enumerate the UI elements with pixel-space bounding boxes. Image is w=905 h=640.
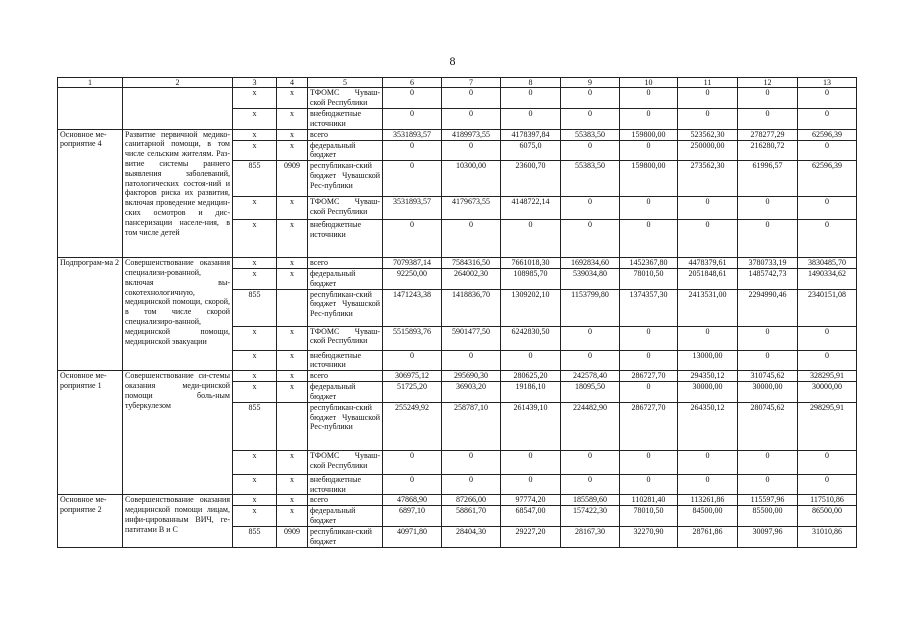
value-cell: 1418836,70 xyxy=(442,289,501,326)
value-cell: 0 xyxy=(798,450,857,474)
section-code-cell: x xyxy=(277,371,308,382)
value-cell: 0 xyxy=(798,220,857,258)
value-cell: 47868,90 xyxy=(383,495,442,506)
value-cell: 0 xyxy=(678,220,738,258)
value-cell: 0 xyxy=(561,197,620,220)
value-cell: 6242830,50 xyxy=(501,326,561,350)
value-cell: 40971,80 xyxy=(383,526,442,547)
value-cell: 2051848,61 xyxy=(678,268,738,289)
value-cell: 19186,10 xyxy=(501,382,561,403)
value-cell: 3830485,70 xyxy=(798,258,857,269)
source-cell: всего xyxy=(308,258,383,269)
source-cell: ТФОМС Чуваш-ской Республики xyxy=(308,197,383,220)
value-cell: 4179673,55 xyxy=(442,197,501,220)
value-cell: 0 xyxy=(798,140,857,161)
source-cell: всего xyxy=(308,129,383,140)
value-cell: 4148722,14 xyxy=(501,197,561,220)
value-cell: 61996,57 xyxy=(738,161,798,197)
value-cell: 286727,70 xyxy=(620,371,678,382)
value-cell: 55383,50 xyxy=(561,129,620,140)
grbs-code-cell: x xyxy=(233,220,277,258)
value-cell: 113261,86 xyxy=(678,495,738,506)
value-cell: 32270,90 xyxy=(620,526,678,547)
description-cell xyxy=(123,88,233,130)
value-cell: 0 xyxy=(383,474,442,495)
value-cell: 0 xyxy=(501,350,561,371)
value-cell: 0 xyxy=(620,382,678,403)
section-code-cell: x xyxy=(277,258,308,269)
value-cell: 280745,62 xyxy=(738,402,798,450)
value-cell: 0 xyxy=(383,220,442,258)
section-code-cell: x xyxy=(277,129,308,140)
value-cell: 0 xyxy=(798,350,857,371)
column-number: 8 xyxy=(501,78,561,88)
section-code-cell: x xyxy=(277,140,308,161)
value-cell: 255249,92 xyxy=(383,402,442,450)
value-cell: 0 xyxy=(442,140,501,161)
value-cell: 1309202,10 xyxy=(501,289,561,326)
column-number: 2 xyxy=(123,78,233,88)
value-cell: 159800,00 xyxy=(620,161,678,197)
value-cell: 3531893,57 xyxy=(383,197,442,220)
grbs-code-cell: 855 xyxy=(233,402,277,450)
value-cell: 258787,10 xyxy=(442,402,501,450)
value-cell: 0 xyxy=(738,220,798,258)
value-cell: 539034,80 xyxy=(561,268,620,289)
grbs-code-cell: 855 xyxy=(233,526,277,547)
value-cell: 92250,00 xyxy=(383,268,442,289)
column-number: 11 xyxy=(678,78,738,88)
section-code-cell: x xyxy=(277,88,308,109)
value-cell: 28404,30 xyxy=(442,526,501,547)
value-cell: 0 xyxy=(738,197,798,220)
value-cell: 28167,30 xyxy=(561,526,620,547)
budget-table xyxy=(57,77,857,548)
value-cell: 0 xyxy=(678,109,738,130)
column-number: 13 xyxy=(798,78,857,88)
value-cell: 0 xyxy=(678,197,738,220)
value-cell: 0 xyxy=(620,350,678,371)
section-code-cell: x xyxy=(277,197,308,220)
source-cell: республикан-ский бюджет Чувашской Рес-публики xyxy=(308,289,383,326)
description-cell: Совершенствование оказания специализи-рованной, включая вы-сокотехнологичную, медицинской помощи, скорой, в том числе скорой специализиро-ванной, медицинской помощи, медицинской эвакуации xyxy=(123,258,233,371)
value-cell: 0 xyxy=(501,450,561,474)
grbs-code-cell: x xyxy=(233,506,277,527)
table-row xyxy=(58,88,857,109)
value-cell: 216280,72 xyxy=(738,140,798,161)
value-cell: 185589,60 xyxy=(561,495,620,506)
section-code-cell: x xyxy=(277,495,308,506)
column-number: 3 xyxy=(233,78,277,88)
source-cell: всего xyxy=(308,495,383,506)
value-cell: 2340151,08 xyxy=(798,289,857,326)
value-cell: 13000,00 xyxy=(678,350,738,371)
section-code-cell: 0909 xyxy=(277,526,308,547)
column-number: 6 xyxy=(383,78,442,88)
value-cell: 264350,12 xyxy=(678,402,738,450)
section-code-cell xyxy=(277,402,308,450)
value-cell: 0 xyxy=(620,88,678,109)
value-cell: 62596,39 xyxy=(798,129,857,140)
value-cell: 159800,00 xyxy=(620,129,678,140)
value-cell: 0 xyxy=(620,197,678,220)
source-cell: федеральный бюджет xyxy=(308,382,383,403)
value-cell: 306975,12 xyxy=(383,371,442,382)
value-cell: 30000,00 xyxy=(798,382,857,403)
source-cell: ТФОМС Чуваш-ской Республики xyxy=(308,450,383,474)
value-cell: 68547,00 xyxy=(501,506,561,527)
table-row xyxy=(58,129,857,140)
value-cell: 30000,00 xyxy=(678,382,738,403)
grbs-code-cell: x xyxy=(233,382,277,403)
section-code-cell: x xyxy=(277,109,308,130)
source-cell: всего xyxy=(308,371,383,382)
value-cell: 0 xyxy=(561,140,620,161)
source-cell: республикан-ский бюджет Чувашской Рес-публики xyxy=(308,402,383,450)
value-cell: 30000,00 xyxy=(738,382,798,403)
value-cell: 36903,20 xyxy=(442,382,501,403)
value-cell: 278277,29 xyxy=(738,129,798,140)
value-cell: 2294990,46 xyxy=(738,289,798,326)
section-code-cell xyxy=(277,289,308,326)
value-cell: 0 xyxy=(678,326,738,350)
grbs-code-cell: x xyxy=(233,258,277,269)
value-cell: 0 xyxy=(501,109,561,130)
column-number: 5 xyxy=(308,78,383,88)
value-cell: 6075,0 xyxy=(501,140,561,161)
grbs-code-cell: x xyxy=(233,371,277,382)
value-cell: 1452367,80 xyxy=(620,258,678,269)
section-code-cell: x xyxy=(277,506,308,527)
value-cell: 115597,96 xyxy=(738,495,798,506)
value-cell: 117510,86 xyxy=(798,495,857,506)
column-number: 12 xyxy=(738,78,798,88)
value-cell: 0 xyxy=(738,350,798,371)
value-cell: 0 xyxy=(442,450,501,474)
header-row xyxy=(58,78,857,88)
value-cell: 294350,12 xyxy=(678,371,738,382)
value-cell: 1485742,73 xyxy=(738,268,798,289)
value-cell: 0 xyxy=(383,450,442,474)
source-cell: федеральный бюджет xyxy=(308,506,383,527)
value-cell: 110281,40 xyxy=(620,495,678,506)
value-cell: 0 xyxy=(738,474,798,495)
value-cell: 84500,00 xyxy=(678,506,738,527)
value-cell: 4478379,61 xyxy=(678,258,738,269)
value-cell: 23600,70 xyxy=(501,161,561,197)
table-row xyxy=(58,258,857,269)
value-cell: 29227,20 xyxy=(501,526,561,547)
section-code-cell: x xyxy=(277,350,308,371)
grbs-code-cell: x xyxy=(233,109,277,130)
value-cell: 55383,50 xyxy=(561,161,620,197)
value-cell: 0 xyxy=(738,109,798,130)
value-cell: 298295,91 xyxy=(798,402,857,450)
source-cell: федеральный бюджет xyxy=(308,268,383,289)
section-code-cell: x xyxy=(277,474,308,495)
program-cell: Основное ме-роприятие 1 xyxy=(58,371,123,495)
value-cell: 7079387,14 xyxy=(383,258,442,269)
value-cell: 2413531,00 xyxy=(678,289,738,326)
source-cell: ТФОМС Чуваш-ской Республики xyxy=(308,326,383,350)
value-cell: 0 xyxy=(620,140,678,161)
value-cell: 78010,50 xyxy=(620,268,678,289)
grbs-code-cell: x xyxy=(233,474,277,495)
source-cell: внебюджетные источники xyxy=(308,220,383,258)
source-cell: ТФОМС Чуваш-ской Республики xyxy=(308,88,383,109)
value-cell: 0 xyxy=(798,474,857,495)
value-cell: 108985,70 xyxy=(501,268,561,289)
program-cell: Подпрограм-ма 2 xyxy=(58,258,123,371)
value-cell: 295690,30 xyxy=(442,371,501,382)
column-number: 4 xyxy=(277,78,308,88)
source-cell: республикан-ский бюджет xyxy=(308,526,383,547)
column-number: 10 xyxy=(620,78,678,88)
value-cell: 0 xyxy=(798,88,857,109)
grbs-code-cell: x xyxy=(233,326,277,350)
value-cell: 58861,70 xyxy=(442,506,501,527)
value-cell: 18095,50 xyxy=(561,382,620,403)
source-cell: федеральный бюджет xyxy=(308,140,383,161)
grbs-code-cell: x xyxy=(233,350,277,371)
value-cell: 0 xyxy=(738,450,798,474)
value-cell: 286727,70 xyxy=(620,402,678,450)
value-cell: 0 xyxy=(383,88,442,109)
source-cell: внебюджетные источники xyxy=(308,350,383,371)
value-cell: 4189973,55 xyxy=(442,129,501,140)
value-cell: 5515893,76 xyxy=(383,326,442,350)
value-cell: 0 xyxy=(561,326,620,350)
value-cell: 1374357,30 xyxy=(620,289,678,326)
value-cell: 224482,90 xyxy=(561,402,620,450)
value-cell: 0 xyxy=(442,220,501,258)
value-cell: 0 xyxy=(501,474,561,495)
value-cell: 0 xyxy=(383,140,442,161)
table-body xyxy=(58,78,857,548)
value-cell: 3780733,19 xyxy=(738,258,798,269)
value-cell: 51725,20 xyxy=(383,382,442,403)
value-cell: 0 xyxy=(442,474,501,495)
value-cell: 0 xyxy=(798,197,857,220)
value-cell: 3531893,57 xyxy=(383,129,442,140)
value-cell: 0 xyxy=(561,88,620,109)
value-cell: 0 xyxy=(501,220,561,258)
grbs-code-cell: 855 xyxy=(233,161,277,197)
value-cell: 261439,10 xyxy=(501,402,561,450)
source-cell: республикан-ский бюджет Чувашской Рес-публики xyxy=(308,161,383,197)
value-cell: 157422,30 xyxy=(561,506,620,527)
page-number: 8 xyxy=(449,54,456,68)
value-cell: 10300,00 xyxy=(442,161,501,197)
value-cell: 30097,96 xyxy=(738,526,798,547)
value-cell: 523562,30 xyxy=(678,129,738,140)
value-cell: 0 xyxy=(798,109,857,130)
value-cell: 4178397,84 xyxy=(501,129,561,140)
description-cell: Развитие первичной медико-санитарной помощи, в том числе сельским жителям. Раз-витие системы раннего выявления заболеваний, патологических состоя-ний и факторов риска их развития, включая проведение медицин-ских осмотров и дис-пансеризации населе-ния, в том числе детей xyxy=(123,129,233,258)
value-cell: 0 xyxy=(738,326,798,350)
section-code-cell: x xyxy=(277,220,308,258)
value-cell: 6897,10 xyxy=(383,506,442,527)
value-cell: 0 xyxy=(620,326,678,350)
value-cell: 0 xyxy=(561,474,620,495)
value-cell: 0 xyxy=(561,450,620,474)
value-cell: 0 xyxy=(561,220,620,258)
value-cell: 0 xyxy=(501,88,561,109)
value-cell: 328295,91 xyxy=(798,371,857,382)
section-code-cell: x xyxy=(277,326,308,350)
value-cell: 0 xyxy=(620,109,678,130)
value-cell: 78010,50 xyxy=(620,506,678,527)
value-cell: 280625,20 xyxy=(501,371,561,382)
value-cell: 1490334,62 xyxy=(798,268,857,289)
grbs-code-cell: x xyxy=(233,129,277,140)
value-cell: 7584316,50 xyxy=(442,258,501,269)
grbs-code-cell: x xyxy=(233,140,277,161)
grbs-code-cell: x xyxy=(233,197,277,220)
value-cell: 0 xyxy=(620,220,678,258)
value-cell: 86500,00 xyxy=(798,506,857,527)
value-cell: 264002,30 xyxy=(442,268,501,289)
table-row xyxy=(58,371,857,382)
program-cell xyxy=(58,88,123,130)
value-cell: 0 xyxy=(383,109,442,130)
section-code-cell: x xyxy=(277,450,308,474)
value-cell: 0 xyxy=(383,350,442,371)
value-cell: 31010,86 xyxy=(798,526,857,547)
value-cell: 85500,00 xyxy=(738,506,798,527)
program-cell: Основное ме-роприятие 2 xyxy=(58,495,123,547)
value-cell: 242578,40 xyxy=(561,371,620,382)
grbs-code-cell: 855 xyxy=(233,289,277,326)
value-cell: 28761,86 xyxy=(678,526,738,547)
value-cell: 0 xyxy=(442,350,501,371)
table-row xyxy=(58,495,857,506)
column-number: 9 xyxy=(561,78,620,88)
section-code-cell: x xyxy=(277,382,308,403)
value-cell: 0 xyxy=(738,88,798,109)
value-cell: 5901477,50 xyxy=(442,326,501,350)
grbs-code-cell: x xyxy=(233,268,277,289)
value-cell: 0 xyxy=(383,161,442,197)
description-cell: Совершенствование си-стемы оказания меди-цинской помощи боль-ным туберкулезом xyxy=(123,371,233,495)
grbs-code-cell: x xyxy=(233,495,277,506)
description-cell: Совершенствование оказания медицинской помощи лицам, инфи-цированным ВИЧ, ге-патитами В и С xyxy=(123,495,233,547)
value-cell: 0 xyxy=(798,326,857,350)
source-cell: внебюджетные источники xyxy=(308,474,383,495)
value-cell: 0 xyxy=(678,474,738,495)
column-number: 7 xyxy=(442,78,501,88)
value-cell: 0 xyxy=(678,450,738,474)
value-cell: 0 xyxy=(678,88,738,109)
value-cell: 1692834,60 xyxy=(561,258,620,269)
value-cell: 273562,30 xyxy=(678,161,738,197)
source-cell: внебюджетные источники xyxy=(308,109,383,130)
value-cell: 0 xyxy=(561,350,620,371)
grbs-code-cell: x xyxy=(233,450,277,474)
value-cell: 62596,39 xyxy=(798,161,857,197)
value-cell: 1471243,38 xyxy=(383,289,442,326)
value-cell: 310745,62 xyxy=(738,371,798,382)
section-code-cell: x xyxy=(277,268,308,289)
program-cell: Основное ме-роприятие 4 xyxy=(58,129,123,258)
value-cell: 0 xyxy=(561,109,620,130)
value-cell: 0 xyxy=(442,88,501,109)
value-cell: 250000,00 xyxy=(678,140,738,161)
value-cell: 87266,00 xyxy=(442,495,501,506)
value-cell: 1153799,80 xyxy=(561,289,620,326)
value-cell: 97774,20 xyxy=(501,495,561,506)
value-cell: 7661018,30 xyxy=(501,258,561,269)
value-cell: 0 xyxy=(620,450,678,474)
section-code-cell: 0909 xyxy=(277,161,308,197)
column-number: 1 xyxy=(58,78,123,88)
value-cell: 0 xyxy=(620,474,678,495)
value-cell: 0 xyxy=(442,109,501,130)
grbs-code-cell: x xyxy=(233,88,277,109)
